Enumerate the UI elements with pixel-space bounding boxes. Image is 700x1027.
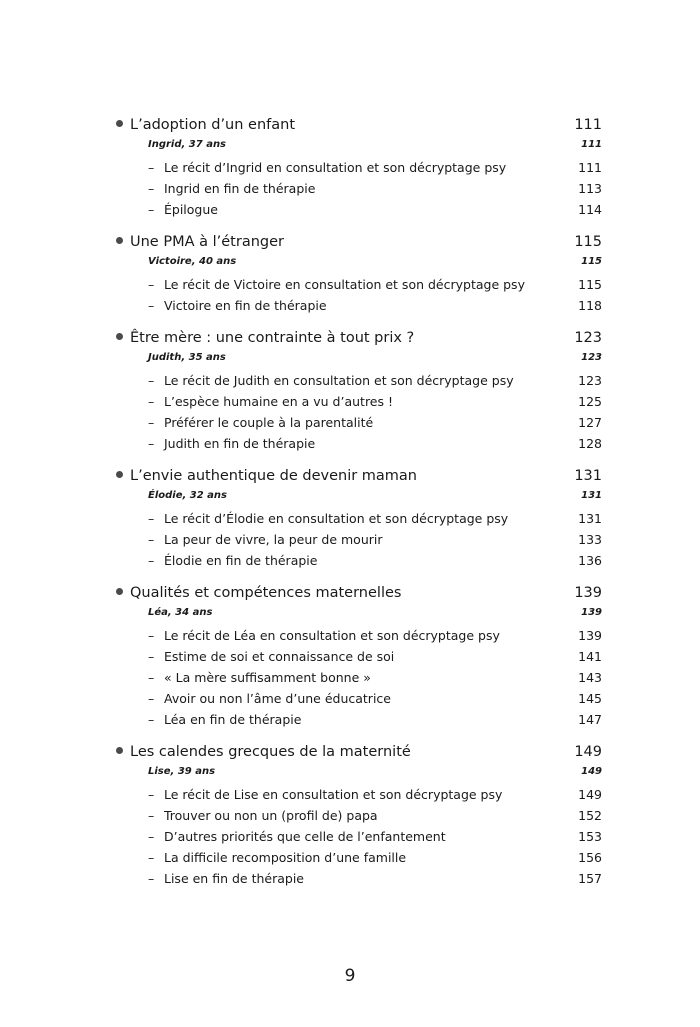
dash-icon: – (148, 691, 155, 706)
toc-section-heading[interactable] (116, 117, 602, 139)
entry-title-wrap (148, 553, 317, 568)
entry-title: Ingrid en fin de thérapie (164, 181, 316, 196)
person-page-number: 139 (581, 607, 602, 618)
toc-entry[interactable] (116, 829, 602, 850)
toc-entry[interactable] (116, 394, 602, 415)
dash-icon: – (148, 181, 155, 196)
section-page-number: 115 (574, 234, 602, 250)
section-title-wrap (116, 117, 295, 133)
entry-title-wrap (148, 532, 383, 547)
toc-entry[interactable] (116, 670, 602, 691)
entry-page-number: 123 (578, 373, 602, 388)
entry-page-number: 127 (578, 415, 602, 430)
dash-icon: – (148, 511, 155, 526)
dash-icon: – (148, 670, 155, 685)
person-name: Léa, 34 ans (148, 607, 213, 618)
entry-title-wrap (148, 160, 506, 175)
toc-section (116, 234, 602, 319)
toc-person-heading[interactable] (116, 766, 602, 787)
entry-title-wrap (148, 373, 514, 388)
entry-page-number: 145 (578, 691, 602, 706)
toc-entry[interactable] (116, 628, 602, 649)
entry-page-number: 156 (578, 850, 602, 865)
person-name: Élodie, 32 ans (148, 490, 227, 501)
entry-page-number: 139 (578, 628, 602, 643)
section-title-wrap (116, 234, 284, 250)
dash-icon: – (148, 532, 155, 547)
entry-title-wrap (148, 202, 218, 217)
toc-entry[interactable] (116, 277, 602, 298)
entry-title-wrap (148, 850, 406, 865)
entry-title-wrap (148, 415, 373, 430)
section-title: L’envie authentique de devenir maman (130, 468, 417, 484)
toc-section-heading[interactable] (116, 468, 602, 490)
toc-person-heading[interactable] (116, 256, 602, 277)
toc-entry[interactable] (116, 373, 602, 394)
dash-icon: – (148, 649, 155, 664)
entry-title-wrap (148, 871, 304, 886)
entry-title-wrap (148, 712, 301, 727)
section-title: Être mère : une contrainte à tout prix ? (130, 330, 415, 346)
section-page-number: 111 (574, 117, 602, 133)
dash-icon: – (148, 850, 155, 865)
entry-page-number: 125 (578, 394, 602, 409)
toc-entry[interactable] (116, 553, 602, 574)
entry-title-wrap (148, 670, 371, 685)
entry-title: Préférer le couple à la parentalité (164, 415, 374, 430)
bullet-icon (116, 237, 123, 244)
toc-person-heading[interactable] (116, 352, 602, 373)
entry-title-wrap (148, 298, 327, 313)
entry-page-number: 152 (578, 808, 602, 823)
section-page-number: 139 (574, 585, 602, 601)
entry-title: Épilogue (164, 202, 218, 217)
entry-page-number: 147 (578, 712, 602, 727)
toc-entry[interactable] (116, 712, 602, 733)
toc-entry[interactable] (116, 160, 602, 181)
entry-title-wrap (148, 649, 394, 664)
entry-title: D’autres priorités que celle de l’enfantement (164, 829, 446, 844)
entry-title-wrap (148, 829, 446, 844)
toc-entry[interactable] (116, 181, 602, 202)
dash-icon: – (148, 373, 155, 388)
entry-page-number: 153 (578, 829, 602, 844)
section-page-number: 131 (574, 468, 602, 484)
section-title-wrap (116, 468, 417, 484)
bullet-icon (116, 333, 123, 340)
toc-section (116, 744, 602, 892)
section-page-number: 123 (574, 330, 602, 346)
entry-title: Élodie en fin de thérapie (164, 553, 318, 568)
person-name: Ingrid, 37 ans (148, 139, 227, 150)
dash-icon: – (148, 298, 155, 313)
entry-title: Le récit de Léa en consultation et son décryptage psy (164, 628, 500, 643)
toc-entry[interactable] (116, 787, 602, 808)
person-name: Victoire, 40 ans (148, 256, 237, 267)
entry-title: Judith en fin de thérapie (164, 436, 316, 451)
entry-title: Trouver ou non un (profil de) papa (164, 808, 378, 823)
entry-page-number: 149 (578, 787, 602, 802)
toc-section (116, 468, 602, 574)
dash-icon: – (148, 553, 155, 568)
dash-icon: – (148, 787, 155, 802)
dash-icon: – (148, 829, 155, 844)
bullet-icon (116, 120, 123, 127)
toc-section (116, 330, 602, 457)
dash-icon: – (148, 277, 155, 292)
section-title: L’adoption d’un enfant (130, 117, 296, 133)
toc-section-heading[interactable] (116, 234, 602, 256)
toc-person-heading[interactable] (116, 139, 602, 160)
entry-title-wrap (148, 691, 391, 706)
dash-icon: – (148, 415, 155, 430)
section-title-wrap (116, 744, 411, 760)
toc-section (116, 117, 602, 223)
entry-page-number: 128 (578, 436, 602, 451)
page-number: 9 (344, 966, 356, 986)
bullet-icon (116, 588, 123, 595)
dash-icon: – (148, 202, 155, 217)
entry-page-number: 143 (578, 670, 602, 685)
person-page-number: 131 (581, 490, 602, 501)
entry-title: Léa en fin de thérapie (164, 712, 302, 727)
section-page-number: 149 (574, 744, 602, 760)
section-title: Une PMA à l’étranger (130, 234, 284, 250)
entry-title: Estime de soi et connaissance de soi (164, 649, 395, 664)
toc-section (116, 585, 602, 733)
toc-section-heading[interactable] (116, 330, 602, 352)
entry-page-number: 136 (578, 553, 602, 568)
entry-title-wrap (148, 436, 315, 451)
person-name: Judith, 35 ans (148, 352, 226, 363)
entry-title: Le récit d’Élodie en consultation et son décryptage psy (164, 511, 509, 526)
section-title: Qualités et compétences maternelles (130, 585, 402, 601)
dash-icon: – (148, 160, 155, 175)
person-page-number: 123 (581, 352, 602, 363)
entry-page-number: 113 (578, 181, 602, 196)
bullet-icon (116, 471, 123, 478)
entry-title: Le récit de Judith en consultation et son décryptage psy (164, 373, 514, 388)
toc-entry[interactable] (116, 808, 602, 829)
entry-title: Avoir ou non l’âme d’une éducatrice (164, 691, 391, 706)
entry-page-number: 157 (578, 871, 602, 886)
entry-title-wrap (148, 628, 500, 643)
entry-title: La peur de vivre, la peur de mourir (164, 532, 383, 547)
toc-entry[interactable] (116, 436, 602, 457)
toc-entry[interactable] (116, 871, 602, 892)
entry-page-number: 114 (578, 202, 602, 217)
dash-icon: – (148, 628, 155, 643)
entry-page-number: 133 (578, 532, 602, 547)
dash-icon: – (148, 871, 155, 886)
toc-entry[interactable] (116, 202, 602, 223)
toc-person-heading[interactable] (116, 490, 602, 511)
entry-page-number: 131 (578, 511, 602, 526)
toc-entry[interactable] (116, 532, 602, 553)
toc-entry[interactable] (116, 850, 602, 871)
section-title: Les calendes grecques de la maternité (130, 744, 411, 760)
entry-title: L’espèce humaine en a vu d’autres ! (164, 394, 393, 409)
entry-title-wrap (148, 808, 378, 823)
toc-entry[interactable] (116, 298, 602, 319)
bullet-icon (116, 747, 123, 754)
person-page-number: 149 (581, 766, 602, 777)
toc-entry[interactable] (116, 649, 602, 670)
entry-title: Le récit de Victoire en consultation et son décryptage psy (164, 277, 525, 292)
entry-title-wrap (148, 394, 393, 409)
table-of-contents (116, 117, 602, 903)
entry-title-wrap (148, 277, 525, 292)
entry-page-number: 115 (578, 277, 602, 292)
section-title-wrap (116, 585, 401, 601)
toc-person-heading[interactable] (116, 607, 602, 628)
toc-entry[interactable] (116, 511, 602, 532)
entry-title-wrap (148, 787, 502, 802)
entry-title: « La mère suffisamment bonne » (164, 670, 371, 685)
entry-title: Lise en fin de thérapie (164, 871, 304, 886)
entry-title-wrap (148, 181, 315, 196)
person-name: Lise, 39 ans (148, 766, 216, 777)
toc-entry[interactable] (116, 415, 602, 436)
dash-icon: – (148, 394, 155, 409)
toc-section-heading[interactable] (116, 744, 602, 766)
entry-page-number: 118 (578, 298, 602, 313)
dash-icon: – (148, 808, 155, 823)
dash-icon: – (148, 436, 155, 451)
person-page-number: 111 (581, 139, 602, 150)
person-page-number: 115 (581, 256, 602, 267)
entry-title: Le récit d’Ingrid en consultation et son décryptage psy (164, 160, 507, 175)
section-title-wrap (116, 330, 414, 346)
dash-icon: – (148, 712, 155, 727)
entry-title-wrap (148, 511, 508, 526)
toc-entry[interactable] (116, 691, 602, 712)
entry-page-number: 141 (578, 649, 602, 664)
entry-title: Victoire en fin de thérapie (164, 298, 327, 313)
entry-title: Le récit de Lise en consultation et son décryptage psy (164, 787, 503, 802)
entry-page-number: 111 (578, 160, 602, 175)
entry-title: La difficile recomposition d’une famille (164, 850, 407, 865)
toc-section-heading[interactable] (116, 585, 602, 607)
